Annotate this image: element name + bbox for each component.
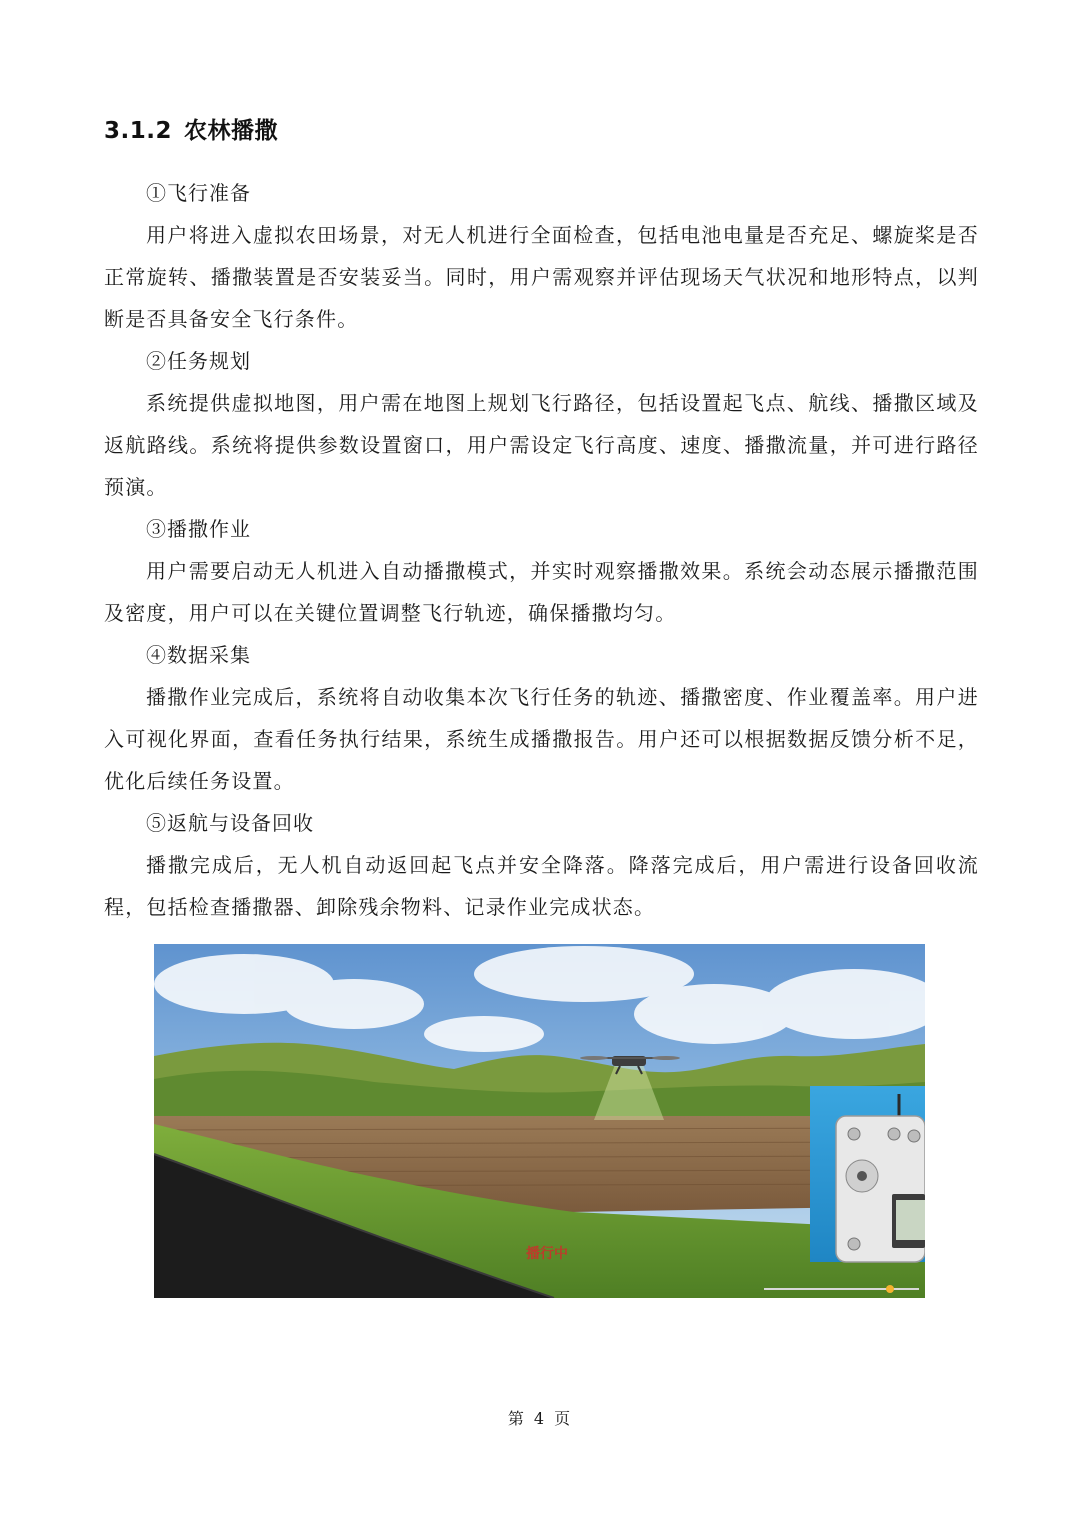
step-paragraph: 用户需要启动无人机进入自动播撒模式，并实时观察播撒效果。系统会动态展示播撒范围及密度，用户可以在关键位置调整飞行轨迹，确保播撒均匀。 <box>104 559 979 625</box>
farm-scene-illustration <box>154 944 925 1298</box>
remote-controller-icon <box>836 1094 925 1262</box>
body-content <box>104 172 979 928</box>
page-footer <box>0 1406 1080 1429</box>
step-paragraph: 播撒作业完成后，系统将自动收集本次飞行任务的轨迹、播撒密度、作业覆盖率。用户进入可视化界面，查看任务执行结果，系统生成播撒报告。用户还可以根据数据反馈分析不足，优化后续任务设置。 <box>104 685 979 793</box>
step-heading: ⑤返航与设备回收 <box>146 811 314 835</box>
simulation-screenshot <box>154 944 925 1298</box>
step-heading: ②任务规划 <box>146 349 251 373</box>
section-number: 3.1.2 <box>104 118 172 144</box>
status-overlay-text: 播行中 <box>526 1246 568 1262</box>
footer-prefix: 第 <box>507 1409 526 1428</box>
page-number: 4 <box>533 1409 547 1428</box>
step-paragraph: 用户将进入虚拟农田场景，对无人机进行全面检查，包括电池电量是否充足、螺旋桨是否正常旋转、播撒装置是否安装妥当。同时，用户需观察并评估现场天气状况和地形特点，以判断是否具备安全飞行条件。 <box>104 223 979 331</box>
step-paragraph: 系统提供虚拟地图，用户需在地图上规划飞行路径，包括设置起飞点、航线、播撒区域及返航路线。系统将提供参数设置窗口，用户需设定飞行高度、速度、播撒流量，并可进行路径预演。 <box>104 391 979 499</box>
section-heading <box>104 112 278 145</box>
footer-suffix: 页 <box>554 1409 573 1428</box>
step-heading: ①飞行准备 <box>146 181 251 205</box>
step-heading: ④数据采集 <box>146 643 251 667</box>
section-title: 农林播撒 <box>184 118 278 144</box>
step-heading: ③播撒作业 <box>146 517 251 541</box>
step-paragraph: 播撒完成后，无人机自动返回起飞点并安全降落。降落完成后，用户需进行设备回收流程，包括检查播撒器、卸除残余物料、记录作业完成状态。 <box>104 853 979 919</box>
